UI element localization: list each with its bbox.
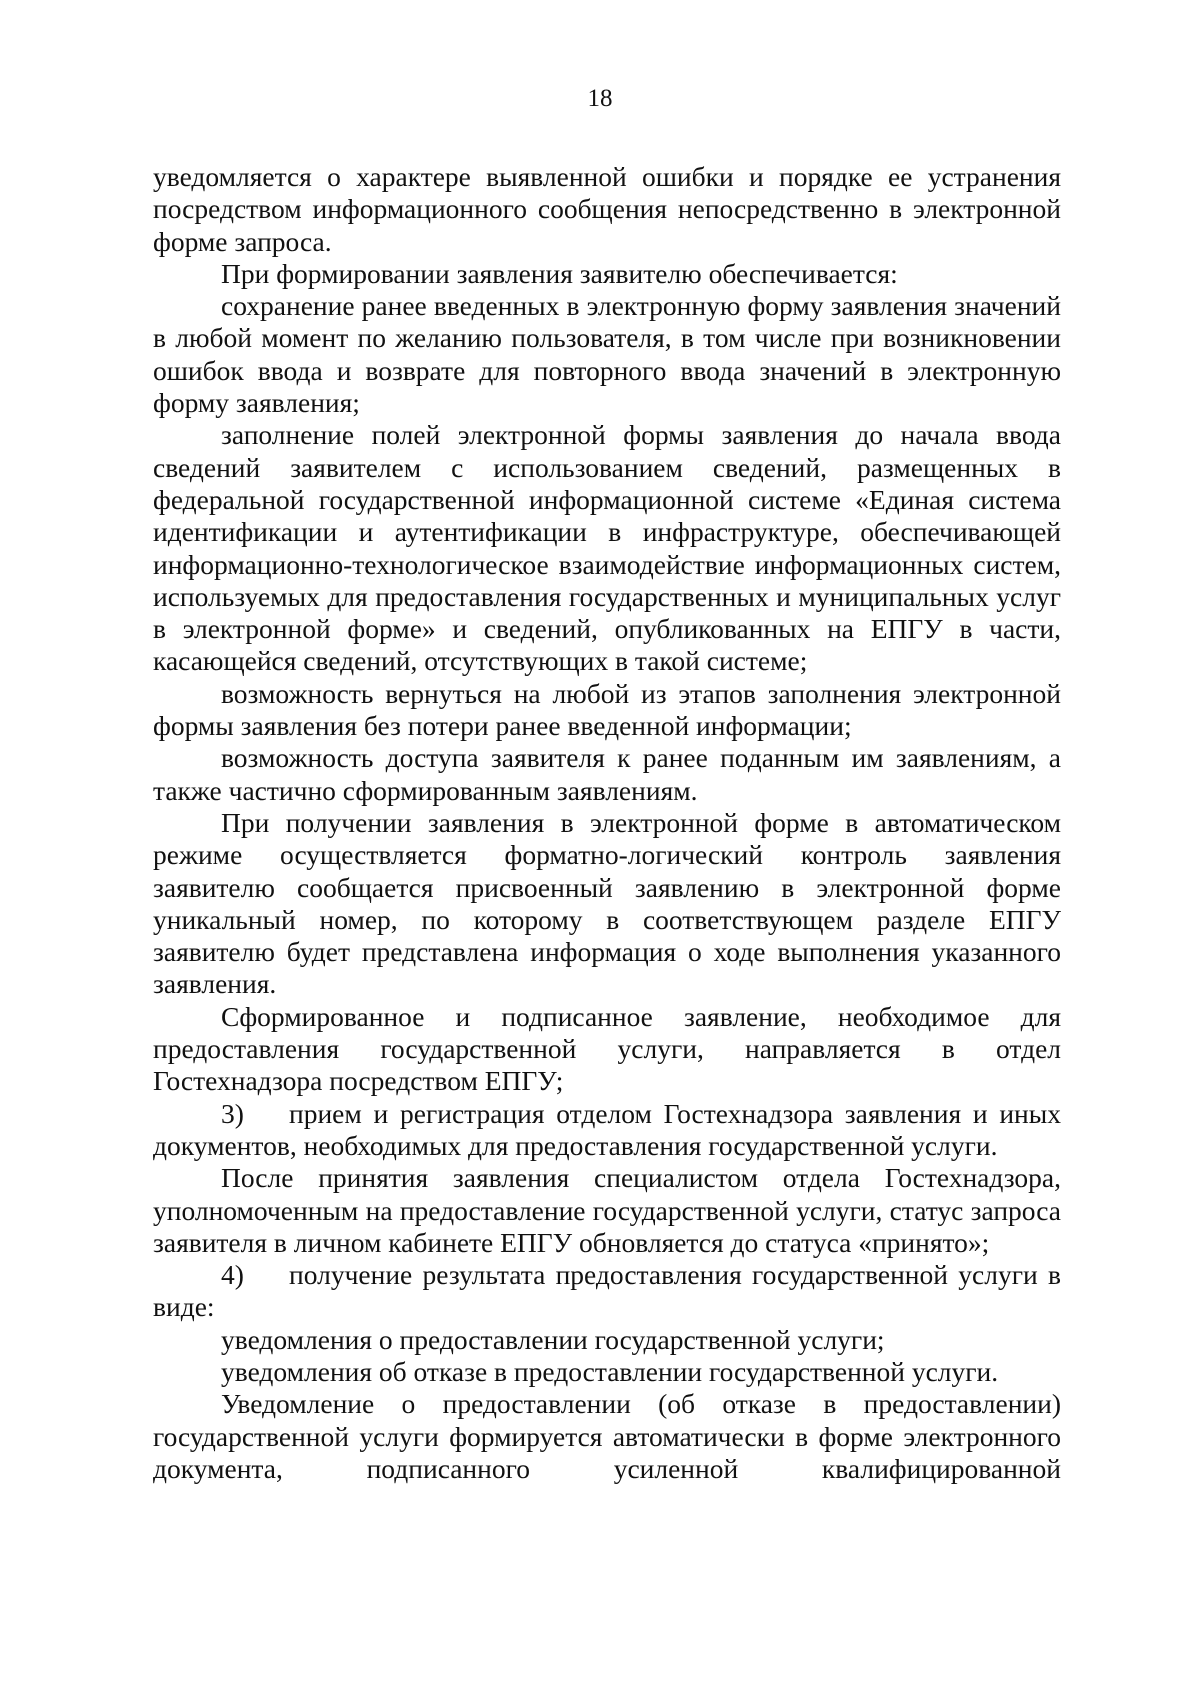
paragraph: При формировании заявления заявителю обеспечивается: (221, 257, 898, 289)
item-number: 3) (221, 1097, 244, 1129)
item-number: 4) (221, 1259, 244, 1291)
paragraph: Уведомление о предоставлении (об отказе в предоставлении) государственной услуги формируется автоматически в форме электронного документа, подписанного усиленной квалифицированной (153, 1388, 1061, 1484)
paragraph: При получении заявления в электронной форме в автоматическом режиме осуществляется форматно-логический контроль заявления заявителю сообщается присвоенный заявлению в электронной форме уникальный номер, по которому в соответствующем разделе ЕПГУ заявителю будет представлена информация о ходе выполнения указанного заявления. (153, 806, 1061, 1000)
paragraph: уведомляется о характере выявленной ошибки и порядке ее устранения посредством информационного сообщения непосредственно в электронной форме запроса. (153, 161, 1061, 257)
paragraph: После принятия заявления специалистом отдела Гостехнадзора, уполномоченным на предоставление государственной услуги, статус запроса заявителя в личном кабинете ЕПГУ обновляется до статуса «принято»; (153, 1162, 1061, 1258)
paragraph: возможность вернуться на любой из этапов заполнения электронной формы заявления без потери ранее введенной информации; (153, 677, 1061, 742)
paragraph: возможность доступа заявителя к ранее поданным им заявлениям, а также частично сформированным заявлениям. (153, 742, 1061, 806)
paragraph: уведомления об отказе в предоставлении государственной услуги. (221, 1355, 999, 1387)
numbered-item (153, 1259, 1061, 1324)
paragraph: Сформированное и подписанное заявление, необходимое для предоставления государственной услуги, направляется в отдел Гостехнадзора посредством ЕПГУ; (153, 1000, 1061, 1097)
item-text: получение результата предоставления государственной услуги в виде: (153, 1259, 1061, 1323)
page-number: 18 (587, 85, 613, 112)
paragraph: сохранение ранее введенных в электронную форму заявления значений в любой момент по желанию пользователя, в том числе при возникновении ошибок ввода и возврате для повторного ввода значений в электронную форму заявления; (153, 290, 1061, 419)
paragraph: заполнение полей электронной формы заявления до начала ввода сведений заявителем с использованием сведений, размещенных в федеральной государственной информационной системе «Единая система идентификации и аутентификации в инфраструктуре, обеспечивающей информационно-технологическое взаимодействие информационных систем, используемых для предоставления государственных и муниципальных услуг в электронной форме» и сведений, опубликованных на ЕПГУ в части, касающейся сведений, отсутствующих в такой системе; (153, 419, 1061, 677)
item-text: прием и регистрация отделом Гостехнадзора заявления и иных документов, необходимых для предоставления государственной услуги. (153, 1097, 1061, 1161)
paragraph: уведомления о предоставлении государственной услуги; (221, 1323, 885, 1355)
numbered-item (153, 1098, 1061, 1163)
document-body (153, 161, 1061, 1485)
